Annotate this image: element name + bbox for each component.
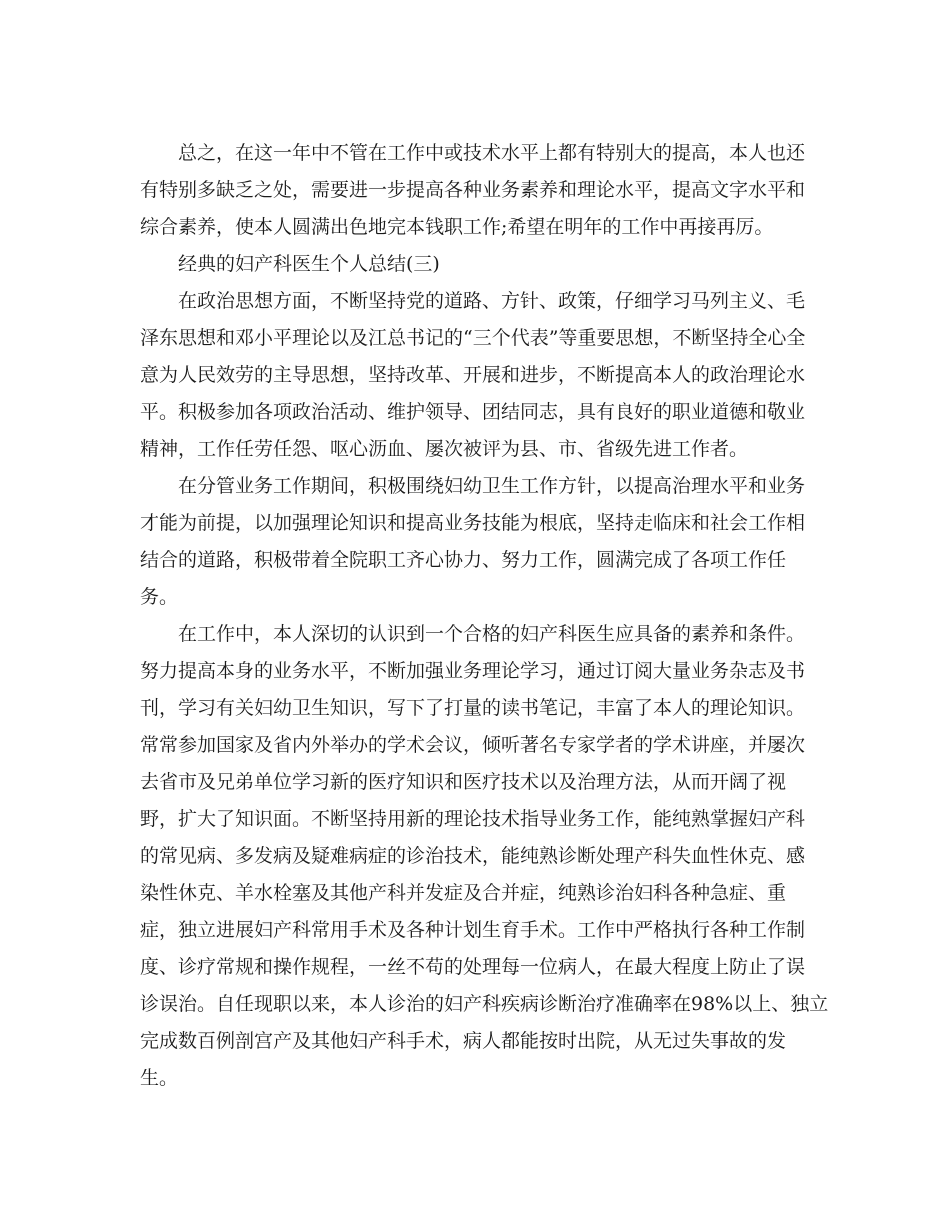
text-line: 在分管业务工作期间，积极围绕妇幼卫生工作方针，以提高治理水平和业务: [178, 475, 806, 497]
text-line: 去省市及兄弟单位学习新的医疗知识和医疗技术以及治理方法，从而开阔了视: [140, 771, 787, 793]
text-line: 常常参加国家及省内外举办的学术会议，倾听著名专家学者的学术讲座，并屡次: [140, 734, 806, 756]
text-line: 的常见病、多发病及疑难病症的诊治技术，能纯熟诊断处理产科失血性休克、感: [140, 845, 806, 867]
text-line: 度、诊疗常规和操作规程，一丝不苟的处理每一位病人，在最大程度上防止了误: [140, 956, 806, 978]
text-line: 务。: [140, 586, 179, 608]
text-line: 在政治思想方面，不断坚持党的道路、方针、政策，仔细学习马列主义、毛: [178, 290, 806, 312]
text-line: 生。: [140, 1067, 179, 1089]
text-line: 野，扩大了知识面。不断坚持用新的理论技术指导业务工作，能纯熟掌握妇产科: [140, 808, 806, 830]
text-line: 完成数百例剖宫产及其他妇产科手术，病人都能按时出院，从无过失事故的发: [140, 1030, 787, 1052]
text-line: 泽东思想和邓小平理论以及江总书记的“三个代表”等重要思想，不断坚持全心全: [140, 327, 806, 349]
text-line: 努力提高本身的业务水平，不断加强业务理论学习，通过订阅大量业务杂志及书: [140, 660, 806, 682]
text-line: 在工作中，本人深切的认识到一个合格的妇产科医生应具备的素养和条件。: [178, 623, 806, 645]
text-line: 精神，工作任劳任怨、呕心沥血、屡次被评为县、市、省级先进工作者。: [140, 438, 749, 460]
text-line: 有特别多缺乏之处，需要进一步提高各种业务素养和理论水平，提高文字水平和: [140, 179, 806, 201]
text-line: 诊误治。自任现职以来，本人诊治的妇产科疾病诊断治疗准确率在98%以上、独立: [140, 993, 829, 1015]
text-line: 总之，在这一年中不管在工作中或技术水平上都有特别大的提高，本人也还: [178, 142, 806, 164]
text-line: 染性休克、羊水栓塞及其他产科并发症及合并症，纯熟诊治妇科各种急症、重: [140, 882, 787, 904]
section-heading: 经典的妇产科医生个人总结(三): [178, 253, 440, 275]
text-line: 结合的道路，积极带着全院职工齐心协力、努力工作，圆满完成了各项工作任: [140, 549, 787, 571]
text-line: 意为人民效劳的主导思想，坚持改革、开展和进步，不断提高本人的政治理论水: [140, 364, 806, 386]
text-line: 症，独立进展妇产科常用手术及各种计划生育手术。工作中严格执行各种工作制: [140, 919, 806, 941]
text-line: 才能为前提，以加强理论知识和提高业务技能为根底，坚持走临床和社会工作相: [140, 512, 806, 534]
text-line: 刊，学习有关妇幼卫生知识，写下了打量的读书笔记，丰富了本人的理论知识。: [140, 697, 806, 719]
text-line: 综合素养，使本人圆满出色地完本钱职工作;希望在明年的工作中再接再厉。: [140, 216, 774, 238]
text-line: 平。积极参加各项政治活动、维护领导、团结同志，具有良好的职业道德和敬业: [140, 401, 806, 423]
